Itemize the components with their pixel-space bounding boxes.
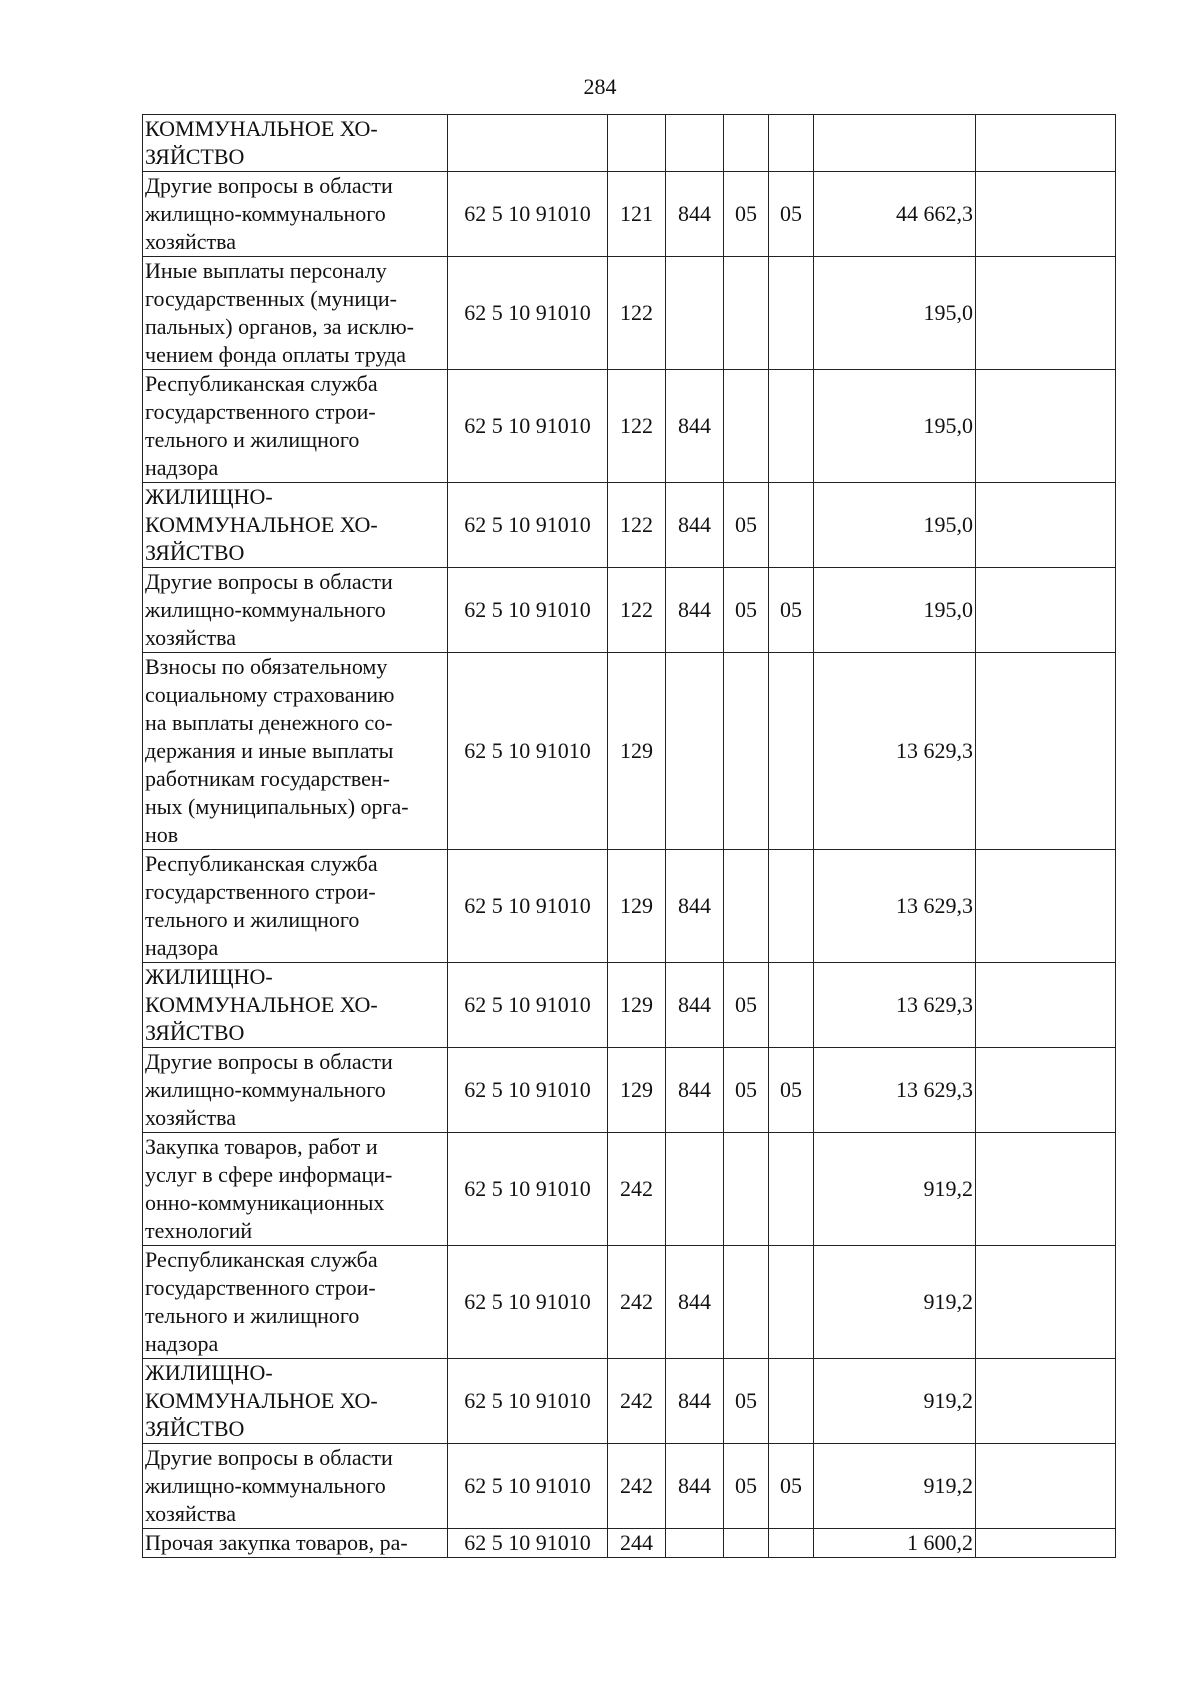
expense-type-cell [608,115,666,172]
target-article-code-cell: 62 5 10 91010 [448,1359,608,1444]
budget-table [142,114,1116,1558]
target-article-code-cell: 62 5 10 91010 [448,1048,608,1133]
item-name-line: ЗЯЙСТВО [145,1416,245,1441]
item-name-line: хозяйства [145,1105,236,1130]
item-name-line: работникам государствен- [145,766,390,791]
table-row [143,1048,1116,1133]
subsection-code-cell [769,1133,814,1246]
item-name-line: государственных (муници- [145,286,397,311]
table-row [143,1444,1116,1529]
amount-cell: 919,2 [814,1359,976,1444]
extra-cell [976,1359,1116,1444]
item-name-line: государственного строи- [145,399,376,424]
target-article-code-cell: 62 5 10 91010 [448,653,608,850]
extra-cell [976,1529,1116,1558]
table-row [143,257,1116,370]
extra-cell [976,1133,1116,1246]
extra-cell [976,1444,1116,1529]
target-article-code-cell: 62 5 10 91010 [448,257,608,370]
item-name-line: КОММУНАЛЬНОЕ ХО- [145,1388,378,1413]
extra-cell [976,1246,1116,1359]
amount-cell: 13 629,3 [814,963,976,1048]
item-name-line: надзора [145,455,219,480]
item-name-line: КОММУНАЛЬНОЕ ХО- [145,512,378,537]
amount-cell: 195,0 [814,370,976,483]
item-name-cell [143,1444,448,1529]
expense-type-cell: 242 [608,1133,666,1246]
administrator-code-cell [666,257,724,370]
target-article-code-cell: 62 5 10 91010 [448,1246,608,1359]
expense-type-cell: 129 [608,850,666,963]
item-name-cell [143,1246,448,1359]
expense-type-cell: 244 [608,1529,666,1558]
expense-type-cell: 122 [608,257,666,370]
item-name-line: чением фонда оплаты труда [145,342,407,367]
item-name-line: жилищно-коммунального [145,201,386,226]
item-name-line: Прочая закупка товаров, ра- [145,1530,408,1555]
subsection-code-cell: 05 [769,1444,814,1529]
target-article-code-cell [448,115,608,172]
amount-cell: 919,2 [814,1444,976,1529]
table-row [143,370,1116,483]
amount-cell: 13 629,3 [814,1048,976,1133]
subsection-code-cell [769,1529,814,1558]
page-number: 284 [583,74,617,99]
extra-cell [976,568,1116,653]
expense-type-cell: 242 [608,1359,666,1444]
section-code-cell: 05 [724,568,769,653]
amount-cell: 44 662,3 [814,172,976,257]
subsection-code-cell [769,370,814,483]
expense-type-cell: 129 [608,1048,666,1133]
item-name-line: ЗЯЙСТВО [145,144,245,169]
item-name-line: Взносы по обязательному [145,654,388,679]
extra-cell [976,115,1116,172]
extra-cell [976,850,1116,963]
expense-type-cell: 242 [608,1444,666,1529]
section-code-cell [724,850,769,963]
administrator-code-cell: 844 [666,568,724,653]
section-code-cell: 05 [724,1359,769,1444]
item-name-line: Республиканская служба [145,851,378,876]
extra-cell [976,653,1116,850]
amount-cell: 919,2 [814,1133,976,1246]
extra-cell [976,257,1116,370]
target-article-code-cell: 62 5 10 91010 [448,370,608,483]
table-row [143,850,1116,963]
item-name-line: ных (муниципальных) орга- [145,794,409,819]
section-code-cell: 05 [724,483,769,568]
administrator-code-cell: 844 [666,370,724,483]
expense-type-cell: 122 [608,370,666,483]
administrator-code-cell [666,115,724,172]
target-article-code-cell: 62 5 10 91010 [448,850,608,963]
target-article-code-cell: 62 5 10 91010 [448,568,608,653]
target-article-code-cell: 62 5 10 91010 [448,1529,608,1558]
item-name-line: Закупка товаров, работ и [145,1134,378,1159]
item-name-line: ЖИЛИЩНО- [145,484,273,509]
target-article-code-cell: 62 5 10 91010 [448,963,608,1048]
section-code-cell [724,370,769,483]
target-article-code-cell: 62 5 10 91010 [448,1444,608,1529]
amount-cell: 13 629,3 [814,653,976,850]
expense-type-cell: 122 [608,483,666,568]
item-name-line: на выплаты денежного со- [145,710,393,735]
item-name-line: социальному страхованию [145,682,395,707]
item-name-line: КОММУНАЛЬНОЕ ХО- [145,116,378,141]
item-name-cell [143,257,448,370]
amount-cell [814,115,976,172]
administrator-code-cell [666,1133,724,1246]
item-name-line: надзора [145,935,219,960]
item-name-cell [143,1529,448,1558]
item-name-line: нов [145,822,179,847]
administrator-code-cell: 844 [666,963,724,1048]
item-name-line: государственного строи- [145,1275,376,1300]
subsection-code-cell [769,653,814,850]
administrator-code-cell: 844 [666,172,724,257]
extra-cell [976,483,1116,568]
item-name-cell [143,1133,448,1246]
extra-cell [976,370,1116,483]
administrator-code-cell [666,1529,724,1558]
item-name-cell [143,653,448,850]
subsection-code-cell [769,115,814,172]
table-row [143,963,1116,1048]
item-name-line: жилищно-коммунального [145,597,386,622]
table-row [143,115,1116,172]
subsection-code-cell [769,963,814,1048]
table-row [143,568,1116,653]
item-name-cell [143,115,448,172]
item-name-line: ЖИЛИЩНО- [145,1360,273,1385]
item-name-line: КОММУНАЛЬНОЕ ХО- [145,992,378,1017]
item-name-cell [143,568,448,653]
item-name-line: Иные выплаты персоналу [145,258,387,283]
item-name-cell [143,1048,448,1133]
subsection-code-cell [769,1359,814,1444]
subsection-code-cell: 05 [769,1048,814,1133]
administrator-code-cell: 844 [666,1048,724,1133]
section-code-cell: 05 [724,963,769,1048]
expense-type-cell: 121 [608,172,666,257]
item-name-line: хозяйства [145,625,236,650]
amount-cell: 13 629,3 [814,850,976,963]
item-name-cell [143,963,448,1048]
amount-cell: 195,0 [814,257,976,370]
subsection-code-cell: 05 [769,172,814,257]
item-name-line: государственного строи- [145,879,376,904]
section-code-cell: 05 [724,1444,769,1529]
section-code-cell [724,257,769,370]
expense-type-cell: 129 [608,653,666,850]
item-name-cell [143,850,448,963]
item-name-line: хозяйства [145,229,236,254]
item-name-line: услуг в сфере информаци- [145,1162,393,1187]
extra-cell [976,963,1116,1048]
amount-cell: 195,0 [814,568,976,653]
item-name-cell [143,370,448,483]
administrator-code-cell: 844 [666,850,724,963]
item-name-line: жилищно-коммунального [145,1473,386,1498]
amount-cell: 919,2 [814,1246,976,1359]
table-row [143,483,1116,568]
item-name-line: Другие вопросы в области [145,1445,393,1470]
target-article-code-cell: 62 5 10 91010 [448,172,608,257]
table-row [143,1133,1116,1246]
section-code-cell [724,653,769,850]
section-code-cell [724,115,769,172]
item-name-line: Республиканская служба [145,371,378,396]
item-name-line: Другие вопросы в области [145,173,393,198]
subsection-code-cell [769,1246,814,1359]
expense-type-cell: 122 [608,568,666,653]
administrator-code-cell [666,653,724,850]
table-row [143,1246,1116,1359]
item-name-line: ЗЯЙСТВО [145,1020,245,1045]
item-name-line: тельного и жилищного [145,907,360,932]
section-code-cell: 05 [724,1048,769,1133]
section-code-cell: 05 [724,172,769,257]
subsection-code-cell: 05 [769,568,814,653]
item-name-cell [143,172,448,257]
table-row [143,1359,1116,1444]
amount-cell: 195,0 [814,483,976,568]
item-name-cell [143,483,448,568]
section-code-cell [724,1133,769,1246]
table-row [143,1529,1116,1558]
subsection-code-cell [769,850,814,963]
item-name-line: держания и иные выплаты [145,738,394,763]
item-name-line: Республиканская служба [145,1247,378,1272]
target-article-code-cell: 62 5 10 91010 [448,1133,608,1246]
item-name-line: ЗЯЙСТВО [145,540,245,565]
item-name-line: хозяйства [145,1501,236,1526]
item-name-line: тельного и жилищного [145,1303,360,1328]
item-name-line: Другие вопросы в области [145,569,393,594]
target-article-code-cell: 62 5 10 91010 [448,483,608,568]
item-name-line: пальных) органов, за исклю- [145,314,414,339]
item-name-line: жилищно-коммунального [145,1077,386,1102]
subsection-code-cell [769,483,814,568]
item-name-cell [143,1359,448,1444]
table-row [143,172,1116,257]
table-row [143,653,1116,850]
subsection-code-cell [769,257,814,370]
administrator-code-cell: 844 [666,1359,724,1444]
item-name-line: ЖИЛИЩНО- [145,964,273,989]
item-name-line: тельного и жилищного [145,427,360,452]
item-name-line: надзора [145,1331,219,1356]
item-name-line: онно-коммуникационных [145,1190,385,1215]
extra-cell [976,172,1116,257]
section-code-cell [724,1246,769,1359]
extra-cell [976,1048,1116,1133]
administrator-code-cell: 844 [666,483,724,568]
item-name-line: технологий [145,1218,253,1243]
administrator-code-cell: 844 [666,1444,724,1529]
section-code-cell [724,1529,769,1558]
table-body [143,115,1116,1558]
expense-type-cell: 129 [608,963,666,1048]
item-name-line: Другие вопросы в области [145,1049,393,1074]
administrator-code-cell: 844 [666,1246,724,1359]
expense-type-cell: 242 [608,1246,666,1359]
amount-cell: 1 600,2 [814,1529,976,1558]
